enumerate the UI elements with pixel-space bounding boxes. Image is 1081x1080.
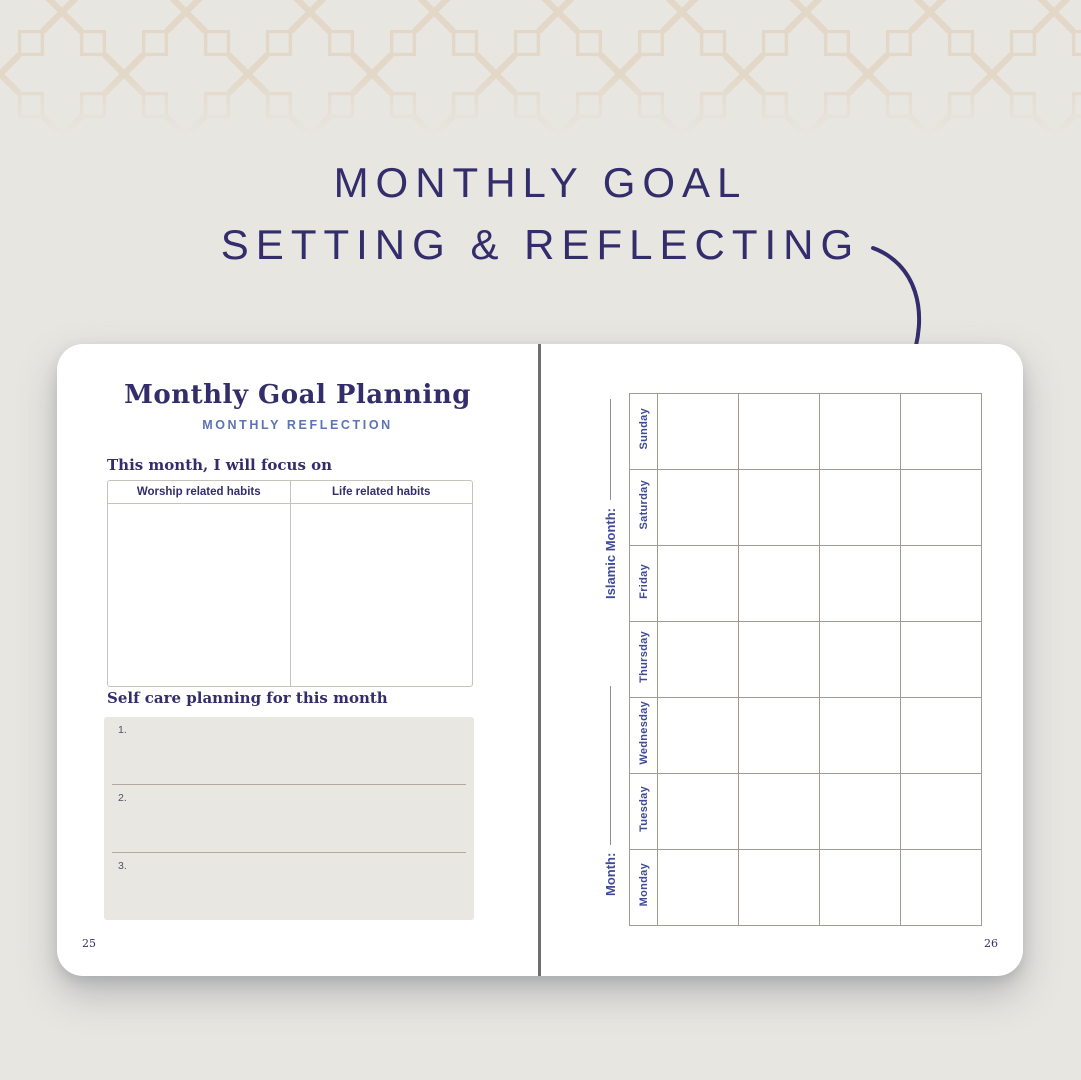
calendar-day-cell [658,546,739,622]
page-title: Monthly Goal Planning [124,380,471,410]
month-label [600,686,620,896]
selfcare-item: 1. [112,717,466,785]
day-name-cell [630,546,658,622]
calendar-day-cell [658,470,739,546]
page-subtitle: MONTHLY REFLECTION [202,418,393,432]
day-name-label: Saturday [637,480,650,530]
calendar-day-cell [901,546,982,622]
calendar-day-cell [901,622,982,698]
calendar-row [630,698,982,774]
planner-spread [57,344,1023,976]
calendar-day-cell [739,470,820,546]
day-name-label: Wednesday [637,701,650,765]
month-label-text: Month: [602,852,618,896]
column-header-life: Life related habits [332,486,431,498]
calendar-day-cell [901,850,982,926]
calendar-day-cell [658,774,739,850]
column-header-worship: Worship related habits [108,481,291,503]
headline-line2: SETTING & REFLECTING [220,221,861,268]
focus-heading: This month, I will focus on [107,456,333,474]
selfcare-item: 3. [118,860,127,872]
islamic-month-fill-line [610,399,611,500]
day-name-cell [630,622,658,698]
day-name-cell [630,698,658,774]
month-fill-line [610,686,611,845]
focus-table-body-row [108,504,472,686]
day-name-label: Sunday [637,408,650,450]
calendar-day-cell [658,698,739,774]
day-name-cell [630,774,658,850]
calendar-day-cell [820,470,901,546]
calendar-day-cell [901,470,982,546]
calendar-day-cell [820,546,901,622]
day-name-label: Thursday [637,631,650,683]
calendar-day-cell [739,850,820,926]
day-name-label: Tuesday [637,786,650,832]
calendar-day-cell [820,622,901,698]
calendar-day-cell [739,774,820,850]
page-number-left: 25 [82,937,96,950]
day-name-cell [630,394,658,470]
right-page [541,344,1023,976]
calendar-row [630,622,982,698]
calendar-day-cell [739,394,820,470]
calendar-day-cell [658,850,739,926]
islamic-month-label [600,399,620,599]
headline-line1: MONTHLY GOAL [333,159,748,206]
islamic-month-label-text: Islamic Month: [602,507,618,599]
calendar-row [630,394,982,470]
selfcare-item: 2. [112,785,466,853]
calendar-day-cell [739,698,820,774]
calendar-day-cell [658,394,739,470]
life-habits-cell [291,504,473,686]
left-page [57,344,538,976]
selfcare-list [104,717,474,920]
calendar-day-cell [739,622,820,698]
calendar-day-cell [901,774,982,850]
calendar-grid [629,393,982,926]
calendar-day-cell [820,394,901,470]
calendar-day-cell [820,850,901,926]
geometric-pattern [0,0,1081,138]
focus-habits-table [107,480,473,687]
day-name-label: Monday [637,863,650,907]
calendar-row [630,850,982,926]
calendar-day-cell [820,774,901,850]
day-name-cell [630,850,658,926]
calendar-row [630,774,982,850]
calendar-row [630,546,982,622]
worship-habits-cell [108,504,291,686]
calendar-day-cell [901,698,982,774]
page-number-right: 26 [984,937,998,950]
calendar-day-cell [658,622,739,698]
day-name-cell [630,470,658,546]
day-name-label: Friday [637,563,650,599]
calendar-day-cell [739,546,820,622]
calendar-day-cell [820,698,901,774]
focus-table-header-row [108,481,472,504]
calendar-row [630,470,982,546]
calendar-day-cell [901,394,982,470]
selfcare-heading: Self care planning for this month [107,689,388,707]
